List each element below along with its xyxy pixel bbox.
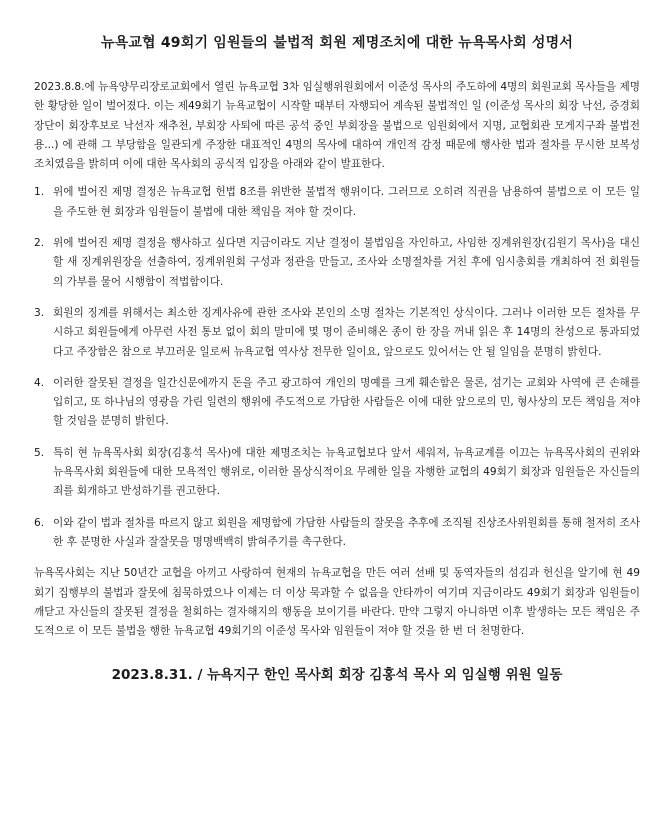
resolution-list [34,183,640,552]
item-number: 3. [34,306,45,319]
item-number: 4. [34,376,45,389]
resolution-item [34,234,640,292]
resolution-item [34,514,640,553]
item-number: 6. [34,516,45,529]
document-title: 뉴욕교협 49회기 임원들의 불법적 회원 제명조치에 대한 뉴욕목사회 성명서 [100,35,574,51]
item-number: 2. [34,237,45,250]
resolution-item [34,444,640,502]
signature-line: 2023.8.31. / 뉴욕지구 한인 목사회 회장 김홍석 목사 외 임실행 위원 일동 [111,667,563,684]
intro-paragraph: 2023.8.8.에 뉴욕양무리장로교회에서 열린 뉴욕교협 3차 임실행위원회에서 이준성 목사의 주도하에 4명의 회원교회 목사들을 제명한 황당한 일이 벌어졌다. 이는 제49회기 뉴욕교협이 시작할 때부터 자행되어 계속된 불법적인 일 (이준성 목사의 회장 낙선, 증경회장단이 회장후보로 낙선자 재추천, 부회장 사퇴에 따른 공석 중인 부회장을 불법으로 임원회에서 지명, 교협회관 모게지구좌 불법전용...) 에 관해 그 부당함을 일관되게 주장한 대표적인 4명의 목사에 대하여 개인적 감정 때문에 행사한 법과 절차를 무시한 보복성 조치였음을 밝히며 이에 대한 목사회의 공식적 입장을 아래와 같이 발표한다. [34,81,640,171]
item-text: 위에 벌어진 제명 결정을 행사하고 싶다면 지금이라도 지난 결정이 불법임을 자인하고, 사임한 징계위원장(김원기 목사)을 대신할 새 징계위원장을 선출하여, 징계위원회 구성과 정관을 만들고, 조사와 소명절차를 거친 후에 임시총회를 개최하여 전 회원들의 가부를 물어 시행함이 적법함이다. [53,237,640,288]
item-text: 위에 벌어진 제명 결정은 뉴욕교협 헌법 8조를 위반한 불법적 행위이다. 그러므로 오히려 직권을 남용하여 불법으로 이 모든 일을 주도한 현 회장과 임원들이 불법에 대한 책임을 져야 할 것이다. [53,186,640,218]
item-number: 1. [34,186,45,199]
resolution-item [34,304,640,362]
statement-document [34,32,640,683]
item-number: 5. [34,446,45,459]
closing-paragraph: 뉴욕목사회는 지난 50년간 교협을 아끼고 사랑하여 현재의 뉴욕교협을 만든 여러 선배 및 동역자들의 섬김과 헌신을 알기에 현 49회기 집행부의 불법과 잘못에 침묵하였으나 이제는 더 이상 묵과할 수 없음을 안타까이 여기며 지금이라도 49회기 회장과 임원들이 깨닫고 자신들의 잘못된 결정을 철회하는 결자해지의 행동을 보이기를 바란다. 만약 그렇지 아니하면 이후 발생하는 모든 책임은 주도적으로 이 모든 불법을 행한 뉴욕교협 49회기의 이준성 목사와 임원들이 져야 할 것을 한 번 더 천명한다. [34,567,640,638]
item-text: 특히 현 뉴욕목사회 회장(김홍석 목사)에 대한 제명조치는 뉴욕교협보다 앞서 세워져, 뉴욕교계를 이끄는 뉴욕목사회의 권위와 뉴욕목사회 회원들에 대한 모욕적인 행위로, 이러한 몰상식적이요 무례한 일을 자행한 교협의 49회기 회장과 임원들은 자신들의 죄를 회개하고 반성하기를 권고한다. [53,446,640,498]
item-text: 이러한 잘못된 결정을 일간신문에까지 돈을 주고 광고하여 개인의 명예를 크게 훼손함은 물론, 섬기는 교회와 사역에 큰 손해를 입히고, 또 하나님의 영광을 가린 일련의 행위에 주도적으로 가담한 사람들은 이에 대한 앞으로의 민, 형사상의 모든 책임을 져야 할 것임을 분명히 밝힌다. [53,376,640,428]
item-text: 이와 같이 법과 절차를 따르지 않고 회원을 제명함에 가담한 사람들의 잘못을 추후에 조직될 진상조사위원회를 통해 철저히 조사한 후 분명한 사실과 잘잘못을 명명백백히 밝혀주기를 촉구한다. [53,516,640,548]
resolution-item [34,374,640,432]
resolution-item [34,183,640,222]
item-text: 회원의 징계를 위해서는 최소한 징계사유에 관한 조사와 본인의 소명 절차는 기본적인 상식이다. 그러나 이러한 모든 절차를 무시하고 회원들에게 아무런 사전 통보 없이 회의 말미에 몇 명이 준비해온 종이 한 장을 꺼내 읽은 후 14명의 찬성으로 통과되었다고 주장함은 참으로 부끄러운 일로써 뉴욕교협 역사상 전무한 일이요, 앞으로도 있어서는 안 될 일임을 분명히 밝힌다. [53,306,640,358]
